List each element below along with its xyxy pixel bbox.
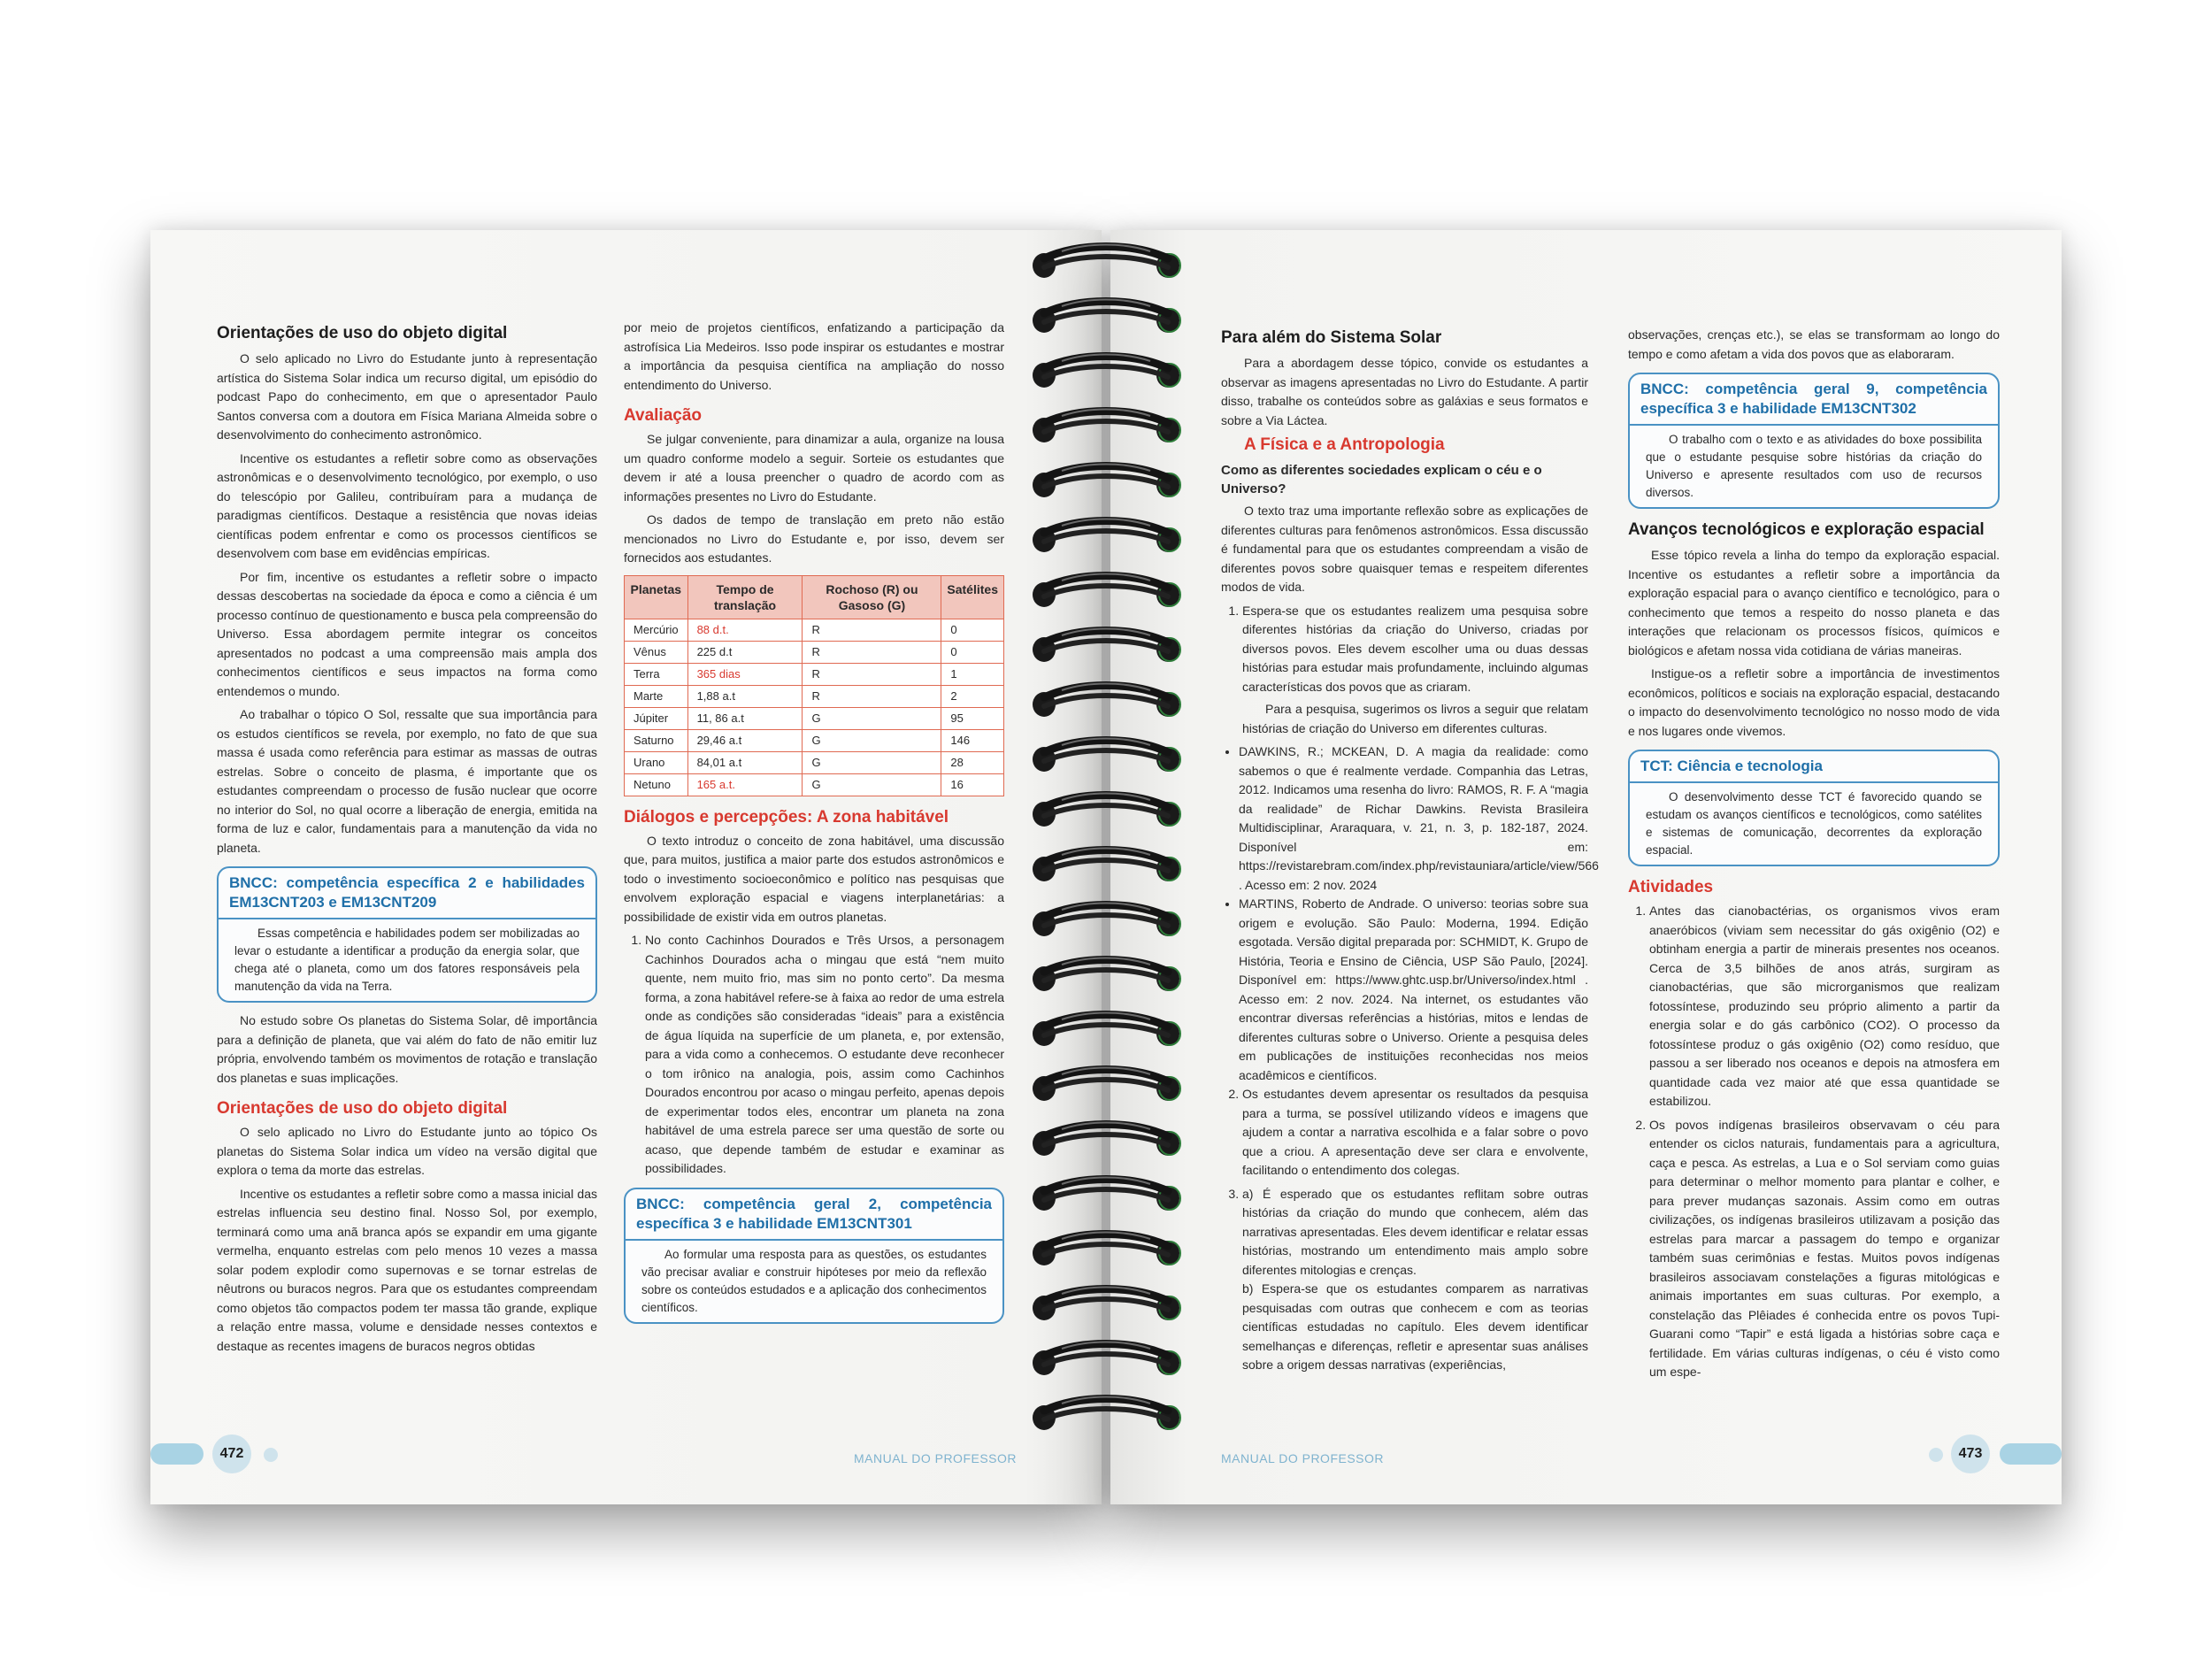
table-row	[625, 729, 1004, 751]
planet-cell: Netuno	[625, 773, 688, 796]
binding-ring	[1033, 245, 1180, 279]
bncc-box-3	[1628, 373, 2000, 509]
footer-dot	[1929, 1448, 1943, 1462]
satellites-cell: 0	[941, 641, 1004, 663]
activity-list	[624, 931, 1004, 1179]
right-page	[1110, 230, 2062, 1504]
bncc-box-body: Essas competência e habilidades podem ser mobilizadas ao levar o estudante a identificar a produção da energia solar, que chega até o planeta, como um dos fatores responsáveis pela manutenção da vida na Terra.	[234, 927, 580, 993]
left-page	[150, 230, 1102, 1504]
binding-ring	[1033, 300, 1180, 334]
translation-time-cell: 165 a.t.	[687, 773, 803, 796]
planets-table	[624, 575, 1004, 796]
table-row	[625, 773, 1004, 796]
paragraph: O selo aplicado no Livro do Estudante junto ao tópico Os planetas do Sistema Solar indica um vídeo na versão digital que explora o tema da morte das estrelas.	[217, 1125, 597, 1177]
planet-cell: Marte	[625, 685, 688, 707]
footer-bar	[150, 1443, 204, 1465]
left-column-1	[217, 323, 597, 1360]
binding-ring	[1033, 1068, 1180, 1102]
reference-item: • DAWKINS, R.; MCKEAN, D. A magia da realidade: como sabemos o que é realmente verdade. Companhia das Letras, 2012. Indicamos uma resenha do livro: RAMOS, R. F. A “magia da realidade” de Richar Dawkins. Revista Brasileira Multidisciplinar, Araraquara, v. 21, n. 3, p. 182-187, 2024. Disponível em: https://revistarebram.com/index.php/revistauniara/article/view/566 . Acesso em: 2 nov. 2024	[1239, 742, 1588, 895]
paragraph: Se julgar conveniente, para dinamizar a aula, organize na lousa um quadro conforme modelo a seguir. Sorteie os estudantes que devem ir até a lousa preencher o quadro de acordo com as informações presentes no Livro do Estudante.	[624, 432, 1004, 504]
planet-type-cell: R	[803, 685, 941, 707]
paragraph: Para a abordagem desse tópico, convide os estudantes a observar as imagens apresentadas no Livro do Estudante. A partir disso, trabalhe os conteúdos sobre as galáxias e seus formatos e sobre a Via Láctea.	[1221, 356, 1588, 427]
paragraph: O texto introduz o conceito de zona habitável, uma discussão que, para muitos, justifica a maior parte dos estudos astronômicos e todo o investimento socioeconômico e político nas pesquisas que envolvem exploração espacial e viagens interplanetárias: a possibilidade de existir vida em outros planetas.	[624, 833, 1004, 924]
binding-ring	[1033, 1123, 1180, 1157]
heading-avaliacao: Avaliação	[624, 406, 703, 425]
tct-box	[1628, 750, 2000, 866]
paragraph: Ao trabalhar o tópico O Sol, ressalte que sua importância para os estudos científicos se revela, por exemplo, no fato de que sua massa é usada como referência para estimar as massas de outras estrelas. Sobre o conceito de plasma, é importante que os estudantes compreendam o processo de fusão nuclear que ocorre no interior do Sol, no qual ocorre a liberação de energia, emitida na forma de luz e calor, fundamentais para a manutenção da vida no planeta.	[217, 707, 597, 855]
planet-type-cell: R	[803, 641, 941, 663]
planet-type-cell: G	[803, 729, 941, 751]
footer-manual-label: MANUAL DO PROFESSOR	[854, 1451, 1018, 1465]
planet-type-cell: R	[803, 619, 941, 641]
translation-time-cell: 29,46 a.t	[687, 729, 803, 751]
binding-ring	[1033, 574, 1180, 608]
tct-box-body: O desenvolvimento desse TCT é favorecido quando se estudam os avanços científicos e tecnológicos, como satélites e sistemas de comunicação, decorrentes da exploração espacial.	[1646, 790, 1982, 857]
footer-dot	[264, 1448, 278, 1462]
heading-alem-sistema-solar: Para além do Sistema Solar	[1221, 328, 1442, 347]
list-item-text: Para a pesquisa, sugerimos os livros a seguir que relatam histórias de criação do Universo em diferentes culturas.	[1242, 702, 1588, 735]
page-number: 473	[1951, 1434, 1990, 1473]
heading-avancos-tecnologicos: Avanços tecnológicos e exploração espacial	[1628, 520, 1985, 539]
table-header: Tempo de translação	[687, 575, 803, 619]
heading-fisica-antropologia: A Física e a Antropologia	[1244, 435, 1445, 454]
planet-cell: Júpiter	[625, 707, 688, 729]
binding-ring	[1033, 519, 1180, 553]
binding-ring	[1033, 739, 1180, 773]
paragraph: No estudo sobre Os planetas do Sistema Solar, dê importância para a definição de planeta, que vai além do fato de não emitir luz própria, envolvendo também os movimentos de rotação e translação dos planetas e suas implicações.	[217, 1013, 597, 1085]
table-row	[625, 685, 1004, 707]
bncc-box-body: O trabalho com o texto e as atividades do boxe possibilita que o estudante pesquise sobre histórias da criação do Universo e apresente resultados com uso de recursos diversos.	[1646, 433, 1982, 499]
list-item: 2. Os estudantes devem apresentar os resultados da pesquisa para a turma, se possível utilizando vídeos e imagens que ajudem a contar a narrativa escolhida e a falar sobre o povo que a criou. A apresentação deve ser clara e envolvente, facilitando o entendimento dos colegas.	[1242, 1085, 1588, 1181]
binding-ring	[1033, 794, 1180, 827]
translation-time-cell: 225 d.t	[687, 641, 803, 663]
table-row	[625, 619, 1004, 641]
binding-ring	[1033, 1397, 1180, 1431]
binding-ring	[1033, 1233, 1180, 1266]
list-item-text: Espera-se que os estudantes realizem uma pesquisa sobre diferentes histórias da criação do Universo, criadas por diversos povos. Eles devem escolher uma ou duas dessas histórias para estudar mais profundamente, incluindo algumas características dos povos que as criaram.	[1242, 603, 1588, 694]
satellites-cell: 1	[941, 663, 1004, 685]
paragraph: Esse tópico revela a linha do tempo da exploração espacial. Incentive os estudantes a refletir sobre a importância da exploração espacial para o avanço científico e tecnológico, para o conhecimento que temos a respeito do nosso planeta e das interações que relacionam os processos físicos, químicos e biológicos e afetam nossa vida cotidiana de várias maneiras.	[1628, 548, 2000, 658]
list-item: 1. Antes das cianobactérias, os organismos vivos eram anaeróbicos (viviam sem necessitar do gás oxigênio (O2) e obtinham energia a partir de minerais presentes nos oceanos. Cerca de 3,5 bilhões de anos atrás, surgiram as cianobactérias, que são microrganismos que realizam fotossíntese, produzindo seu próprio alimento a partir da energia solar e do gás carbônico (CO2). O processo da fotossíntese produz o gás oxigênio (O2) como resíduo, que passou a ser liberado nos oceanos e depois na atmosfera em quantidade cada vez maior até que essa quantidade se estabilizou.	[1649, 902, 2000, 1111]
planet-type-cell: G	[803, 707, 941, 729]
translation-time-cell: 88 d.t.	[687, 619, 803, 641]
binding-ring	[1033, 904, 1180, 937]
binding-ring	[1033, 355, 1180, 388]
paragraph: por meio de projetos científicos, enfatizando a participação da astrofísica Lia Medeiros. Isso pode inspirar os estudantes e mostrar a importância da pesquisa científica na ampliação do nosso entendimento do Universo.	[624, 320, 1004, 392]
planet-type-cell: R	[803, 663, 941, 685]
table-row	[625, 707, 1004, 729]
binding-ring	[1033, 684, 1180, 718]
footer-bar	[2000, 1443, 2062, 1465]
bncc-box-title: BNCC: competência geral 9, competência específica 3 e habilidade EM13CNT302	[1630, 374, 1998, 426]
list-item: 2. Os povos indígenas brasileiros observavam o céu para entender os ciclos naturais, fundamentais para a agricultura, caça e pesca. As estrelas, a Lua e o Sol serviam como guias para determinar o melhor momento para plantar e colher, e para prever mudanças sazonais. Assim como em outras civilizações, os indígenas brasileiros utilizavam a posição das estrelas para marcar a passagem do tempo e organizar também suas cerimônias e festas. Muitos povos indígenas brasileiros associavam constelações a figuras mitológicas e animais importantes em suas culturas. Por exemplo, a constelação das Plêiades é conhecida entre os povos Tupi-Guarani como “Tapir” e está ligada a histórias sobre caça e fertilidade. Em várias culturas indígenas, o céu é visto como um espe-	[1649, 1116, 2000, 1382]
page-number: 472	[212, 1434, 251, 1473]
satellites-cell: 146	[941, 729, 1004, 751]
binding-ring	[1033, 1178, 1180, 1211]
bncc-box-2	[624, 1188, 1004, 1324]
activity-list	[1628, 902, 2000, 1382]
bncc-box-title: BNCC: competência específica 2 e habilidades EM13CNT203 e EM13CNT209	[219, 868, 595, 919]
table-header: Rochoso (R) ou Gasoso (G)	[803, 575, 941, 619]
right-column-2	[1628, 326, 2000, 1387]
right-column-1	[1221, 327, 1599, 1380]
table-row	[625, 751, 1004, 773]
planet-type-cell: G	[803, 751, 941, 773]
heading-objeto-digital-1: Orientações de uso do objeto digital	[217, 324, 508, 342]
list-item-text: b) Espera-se que os estudantes comparem as narrativas pesquisadas com outras que conhecem e com as teorias científicas estudadas no capítulo. Eles devem identificar semelhanças e diferenças, refletir e apresentar suas análises sobre a origem dessas narrativas (experiências,	[1242, 1281, 1588, 1372]
satellites-cell: 16	[941, 773, 1004, 796]
footer-manual-label: MANUAL DO PROFESSOR	[1221, 1451, 1385, 1465]
planet-cell: Mercúrio	[625, 619, 688, 641]
planet-cell: Saturno	[625, 729, 688, 751]
list-item	[1242, 602, 1588, 739]
satellites-cell: 2	[941, 685, 1004, 707]
bncc-box-title: BNCC: competência geral 2, competência específica 3 e habilidade EM13CNT301	[626, 1189, 1002, 1241]
binding-ring	[1033, 629, 1180, 663]
satellites-cell: 28	[941, 751, 1004, 773]
paragraph: Por fim, incentive os estudantes a refletir sobre o impacto dessas descobertas na sociedade da época e como a ciência é um processo contínuo de questionamento e busca pela compreensão do Universo. Essa abordagem permite integrar os conceitos apresentados no podcast a uma compreensão mais ampla dos conhecimentos científicos e seus impactos na forma como entendemos o mundo.	[217, 569, 597, 698]
translation-time-cell: 365 dias	[687, 663, 803, 685]
question-heading: Como as diferentes sociedades explicam o céu e o Universo?	[1221, 463, 1542, 496]
heading-zona-habitavel: Diálogos e percepções: A zona habitável	[624, 807, 949, 827]
activity-list	[1221, 1085, 1588, 1375]
paragraph: Os dados de tempo de translação em preto não estão mencionados no Livro do Estudante e, por isso, devem ser fornecidos aos estudantes.	[624, 512, 1004, 565]
table-header: Planetas	[625, 575, 688, 619]
translation-time-cell: 11, 86 a.t	[687, 707, 803, 729]
translation-time-cell: 84,01 a.t	[687, 751, 803, 773]
paragraph: O selo aplicado no Livro do Estudante junto à representação artística do Sistema Solar indica um recurso digital, um episódio do podcast Papo do conhecimento, em que o apresentador Paulo Santos conversa com a doutora em Física Mariana Almeida sobre o desenvolvimento do conhecimento astronômico.	[217, 351, 597, 442]
table-row	[625, 641, 1004, 663]
list-item-text: a) É esperado que os estudantes reflitam sobre outras histórias da criação do mundo que conhecem, além das narrativas apresentadas. Eles devem identificar e relatar essas histórias, mostrando um entendimento mais amplo sobre diferentes mitologias e crenças.	[1242, 1186, 1588, 1277]
list-item: 1. No conto Cachinhos Dourados e Três Ursos, a personagem Cachinhos Dourados acha o mingau que está “nem muito quente, nem muito frio, mas sim no ponto certo”. Da mesma forma, a zona habitável refere-se à faixa ao redor de uma estrela onde as condições são consideradas “ideais” para a existência de água líquida na superfície de um planeta, e, por extensão, para a vida como a conhecemos. O estudante deve reconhecer o tom irônico na analogia, pois, assim como Cachinhos Dourados encontrou por acaso o mingau perfeito, apenas depois de experimentar todos eles, encontrar um planeta na zona habitável de uma estrela parece ser uma questão de sorte ou acaso, que depende também de estudar e examinar as possibilidades.	[645, 931, 1004, 1179]
bncc-box-1	[217, 866, 597, 1003]
planet-cell: Urano	[625, 751, 688, 773]
activity-list	[1221, 602, 1588, 739]
satellites-cell: 0	[941, 619, 1004, 641]
bncc-box-body: Ao formular uma resposta para as questões, os estudantes vão precisar avaliar e construir hipóteses por meio da reflexão sobre os conteúdos estudados e a aplicação dos conhecimentos científicos.	[641, 1247, 987, 1314]
spiral-binding	[1018, 239, 1194, 1496]
paragraph: Instigue-os a refletir sobre a importância de investimentos econômicos, políticos e sociais na exploração espacial, destacando o impacto do desenvolvimento tecnológico no nosso modo de vida e nos lugares onde vivemos.	[1628, 666, 2000, 738]
paragraph: Incentive os estudantes a refletir sobre como a massa inicial das estrelas influencia seu destino final. Nosso Sol, por exemplo, terminará como uma anã branca após se expandir em uma gigante vermelha, enquanto estrelas com pelo menos 10 vezes a massa solar podem explodir como supernovas e se tornar estrelas de nêutrons ou buracos negros. Para que os estudantes compreendam como objetos tão compactos podem ter massa tão grande, explique a relação entre massa, volume e densidade nesses contextos e destaque as recentes imagens de buracos negros obtidas	[217, 1186, 597, 1353]
binding-ring	[1033, 1288, 1180, 1321]
heading-objeto-digital-2: Orientações de uso do objeto digital	[217, 1099, 508, 1118]
satellites-cell: 95	[941, 707, 1004, 729]
references-list	[1221, 742, 1599, 1085]
translation-time-cell: 1,88 a.t	[687, 685, 803, 707]
binding-ring	[1033, 849, 1180, 882]
binding-ring	[1033, 1013, 1180, 1047]
tct-box-title: TCT: Ciência e tecnologia	[1630, 751, 1998, 783]
table-row	[625, 663, 1004, 685]
planet-type-cell: G	[803, 773, 941, 796]
paragraph: observações, crenças etc.), se elas se transformam ao longo do tempo e como afetam a vida dos povos que as elaboraram.	[1628, 327, 2000, 361]
left-column-2	[624, 319, 1004, 1333]
heading-atividades: Atividades	[1628, 878, 1714, 896]
planet-cell: Terra	[625, 663, 688, 685]
binding-ring	[1033, 958, 1180, 992]
table-header: Satélites	[941, 575, 1004, 619]
paragraph: Incentive os estudantes a refletir sobre como as observações astronômicas e o desenvolvimento tecnológico, por exemplo, o uso do telescópio por Galileu, contribuíram para a mudança de paradigmas científicos. Destaque a resistência que novas ideias científicas podem enfrentar e como os processos científicos se desenvolvem com base em evidências empíricas.	[217, 450, 597, 560]
list-item	[1242, 1185, 1588, 1375]
binding-ring	[1033, 1342, 1180, 1376]
planet-cell: Vênus	[625, 641, 688, 663]
binding-ring	[1033, 410, 1180, 443]
reference-item: • MARTINS, Roberto de Andrade. O universo: teorias sobre sua origem e evolução. São Paulo: Moderna, 1994. Edição esgotada. Versão digital preparada por: SCHMIDT, K. Grupo de História, Teoria e Ensino de Ciência, USP São Paulo, [2024]. Disponível em: https://www.ghtc.usp.br/Universo/index.html . Acesso em: 2 nov. 2024. Na internet, os estudantes vão encontrar diversas referências a histórias, mitos e lendas de diferentes culturas sobre o Universo. Oriente a pesquisa deles em publicações de instituições reconhecidas nos meios acadêmicos e científicos.	[1239, 895, 1588, 1085]
paragraph: O texto traz uma importante reflexão sobre as explicações de diferentes culturas para fenômenos astronômicos. Essa discussão é fundamental para que os estudantes compreendam a visão de diferentes povos sobre quaisquer temas e respeitem diferentes modos de vida.	[1221, 504, 1588, 594]
binding-ring	[1033, 465, 1180, 498]
